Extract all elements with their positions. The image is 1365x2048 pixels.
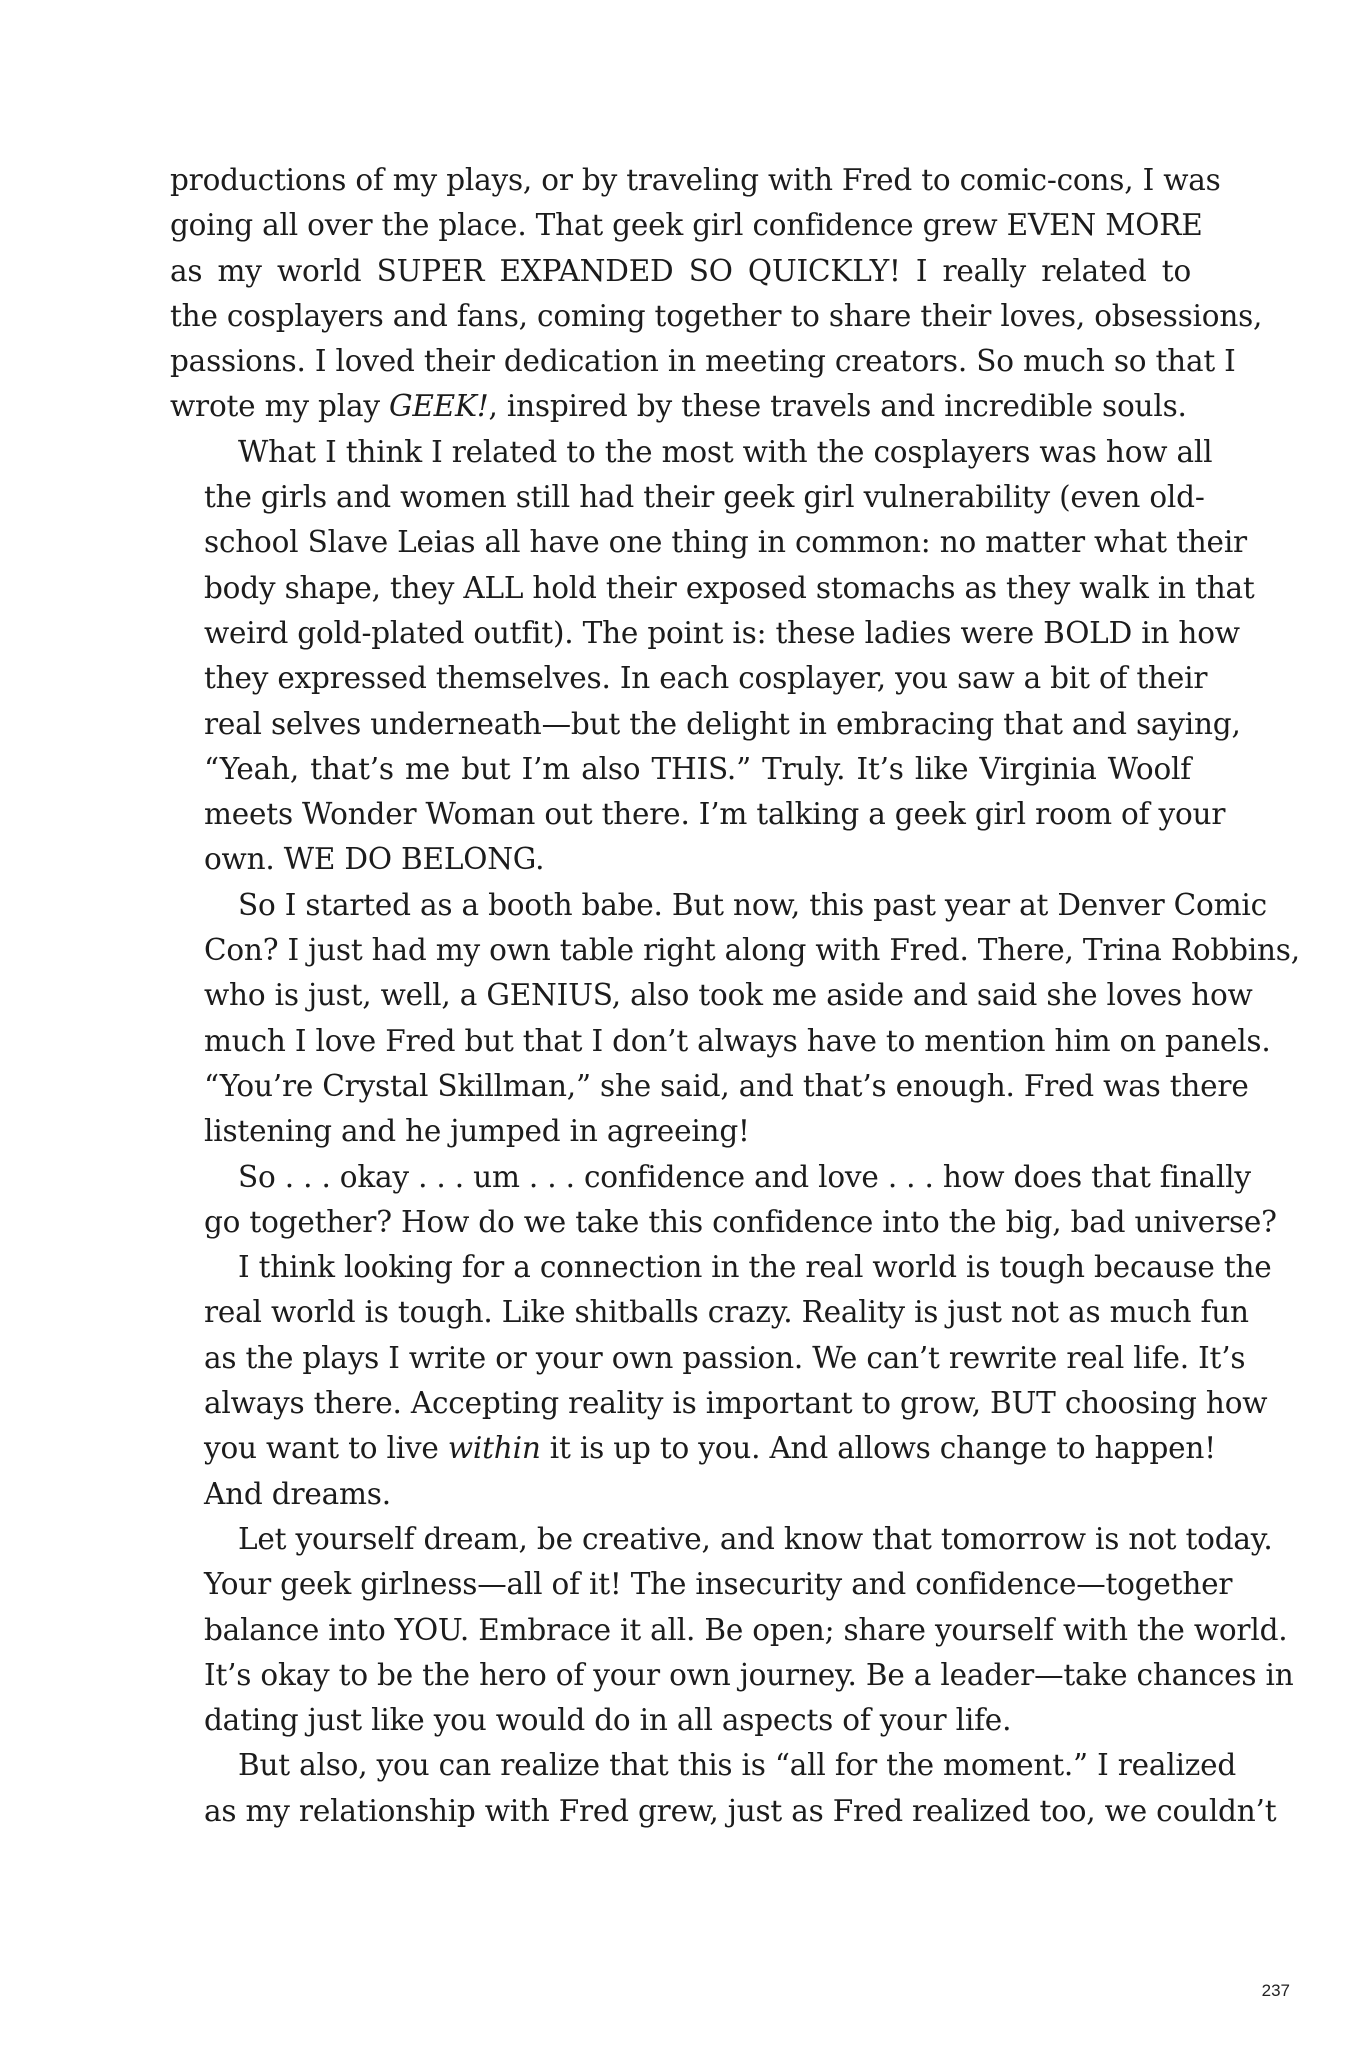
text-line: own. WE DO BELONG. bbox=[204, 842, 545, 877]
text-line: as my relationship with Fred grew, just as Fred realized too, we couldn’t bbox=[204, 1793, 1277, 1828]
text-line: Let yourself dream, be creative, and know that tomorrow is not today. bbox=[238, 1521, 1273, 1556]
text-line: real world is tough. Like shitballs crazy. Reality is just not as much fun bbox=[204, 1295, 1249, 1330]
text-line: “You’re Crystal Skillman,” she said, and that’s enough. Fred was there bbox=[204, 1068, 1249, 1103]
text-line: “Yeah, that’s me but I’m also THIS.” Truly. It’s like Virginia Woolf bbox=[204, 751, 1191, 786]
play-title: GEEK! bbox=[388, 389, 489, 424]
text-line: listening and he jumped in agreeing! bbox=[204, 1114, 750, 1149]
text-line: always there. Accepting reality is important to grow, BUT choosing how bbox=[204, 1386, 1268, 1421]
text-line: Con? I just had my own table right along with Fred. There, Trina Robbins, bbox=[204, 933, 1300, 968]
text-line: who is just, well, a GENIUS, also took me aside and said she loves how bbox=[204, 978, 1253, 1013]
text-line: weird gold-plated outfit). The point is: these ladies were BOLD in how bbox=[204, 615, 1240, 650]
text-line: they expressed themselves. In each cosplayer, you saw a bit of their bbox=[204, 661, 1208, 696]
body-text bbox=[170, 158, 1300, 1834]
text-line: as the plays I write or your own passion. We can’t rewrite real life. It’s bbox=[204, 1340, 1246, 1375]
page-number: 237 bbox=[1261, 1981, 1290, 2000]
text-line: Your geek girlness—all of it! The insecurity and confidence—together bbox=[204, 1567, 1233, 1602]
text-line: much I love Fred but that I don’t always have to mention him on panels. bbox=[204, 1023, 1271, 1058]
paragraph-4 bbox=[170, 1155, 1277, 1246]
text-line: school Slave Leias all have one thing in common: no matter what their bbox=[204, 525, 1247, 560]
text-line: So . . . okay . . . um . . . confidence and love . . . how does that finally bbox=[238, 1159, 1251, 1194]
paragraph-2 bbox=[170, 430, 1255, 883]
text-line: But also, you can realize that this is “all for the moment.” I realized bbox=[238, 1748, 1237, 1783]
text-line: It’s okay to be the hero of your own journey. Be a leader—take chances in bbox=[204, 1657, 1294, 1692]
text-line: dating just like you would do in all aspects of your life. bbox=[204, 1703, 1012, 1738]
paragraph-6 bbox=[170, 1517, 1294, 1743]
text-line: And dreams. bbox=[204, 1476, 391, 1511]
paragraph-3 bbox=[170, 883, 1300, 1155]
text-fragment: , inspired by these travels and incredible souls. bbox=[488, 389, 1187, 424]
text-line: body shape, they ALL hold their exposed stomachs as they walk in that bbox=[204, 570, 1255, 605]
text-line: as my world SUPER EXPANDED SO QUICKLY! I really related to bbox=[170, 253, 1191, 288]
paragraph-1 bbox=[170, 158, 1263, 430]
text-line: I think looking for a connection in the real world is tough because the bbox=[238, 1250, 1272, 1285]
text-line: productions of my plays, or by traveling with Fred to comic-cons, I was bbox=[170, 163, 1221, 197]
text-line: go together? How do we take this confidence into the big, bad universe? bbox=[204, 1204, 1277, 1239]
text-line: What I think I related to the most with the cosplayers was how all bbox=[238, 434, 1213, 469]
text-fragment: wrote my play bbox=[170, 389, 389, 424]
text-line bbox=[170, 384, 1191, 429]
paragraph-7 bbox=[170, 1743, 1277, 1834]
text-line: going all over the place. That geek girl confidence grew EVEN MORE bbox=[170, 208, 1203, 243]
text-line: the cosplayers and fans, coming together to share their loves, obsessions, bbox=[170, 298, 1263, 333]
text-line: real selves underneath—but the delight in embracing that and saying, bbox=[204, 706, 1241, 741]
text-fragment: it is up to you. And allows change to happen! bbox=[540, 1431, 1216, 1466]
text-line: passions. I loved their dedication in meeting creators. So much so that I bbox=[170, 344, 1236, 379]
text-line: So I started as a booth babe. But now, this past year at Denver Comic bbox=[238, 887, 1267, 922]
text-line: meets Wonder Woman out there. I’m talking a geek girl room of your bbox=[204, 797, 1226, 832]
paragraph-5 bbox=[170, 1245, 1272, 1517]
text-line: balance into YOU. Embrace it all. Be open; share yourself with the world. bbox=[204, 1612, 1288, 1647]
text-fragment: you want to live bbox=[204, 1431, 448, 1466]
text-line: the girls and women still had their geek girl vulnerability (even old- bbox=[204, 480, 1205, 515]
text-line bbox=[170, 1426, 1216, 1471]
emphasis-word: within bbox=[447, 1431, 541, 1466]
